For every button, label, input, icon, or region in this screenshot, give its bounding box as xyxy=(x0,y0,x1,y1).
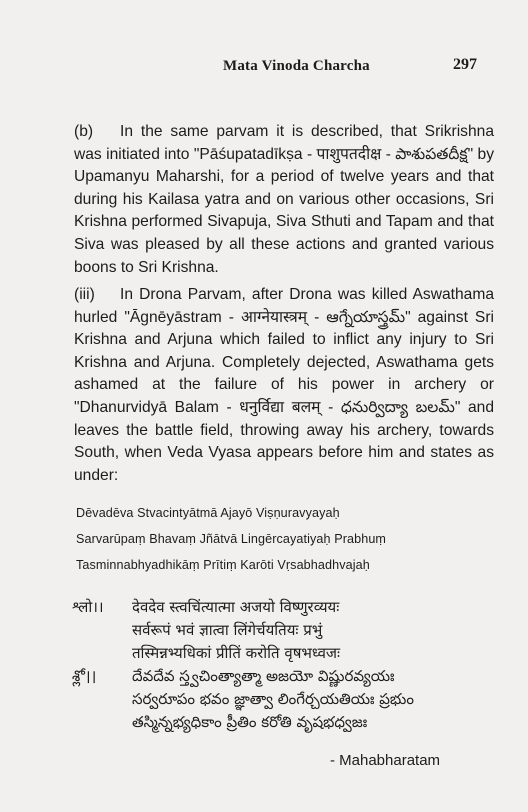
page-number: 297 xyxy=(453,56,477,73)
verse-scripts xyxy=(72,596,502,734)
sloka-mark: श्लो।। xyxy=(72,598,104,616)
sanskrit-line: सर्वरूपं भवं ज्ञात्वा लिंगेर्चयतियः प्रभुं xyxy=(132,621,323,639)
attribution: - Mahabharatam xyxy=(330,752,441,769)
running-header-title: Mata Vinoda Charcha xyxy=(223,58,370,74)
telugu-line: తస్మిన్నభ్యధికాం ప్రీతిం కరోతి వృషభధ్వజః xyxy=(132,713,368,731)
sanskrit-line: श्लो।। देवदेव स्त्वचिंत्यात्मा अजयो विष्णुरव्ययः xyxy=(72,596,502,619)
telugu-line: శ్లో।। దేవదేవ స్త్వచింత్యాత్మా అజయో విష్ణురవ్యయః xyxy=(72,665,502,688)
paragraph-iii xyxy=(74,284,494,487)
sloka-mark: శ్లో।। xyxy=(72,667,97,685)
transliteration-line: Sarvarūpaṃ Bhavaṃ Jñātvā Lingērcayatiyaḥ Prabhuṃ xyxy=(76,532,387,546)
paragraph-label: (iii) xyxy=(74,286,95,303)
paragraph-label: (b) xyxy=(74,123,94,140)
paragraph-b xyxy=(74,121,494,279)
paragraph-text: In the same parvam it is described, that Srikrishna was initiated into "Pāśupatadīkṣa - पाशुपतदीक्ष - పాశుపతదీక్ష" by Upamanyu Maharshi, for a period of twelve years and that during his Kailasa yatra and on various other occasions, Sri Krishna performed Sivapuja, Siva Sthuti and Tapam and that Siva was pleased by all these actions and granted various boons to Sri Krishna. xyxy=(74,123,494,276)
transliteration-line: Tasminnabhyadhikāṃ Prītiṃ Karōti Vṛsabhadhvajaḥ xyxy=(76,558,370,572)
paragraph-text: In Drona Parvam, after Drona was killed Aswathama hurled "Āgnēyāstram - आग्नेयास्त्रम् - ఆగ్నేయాస్త్రమ్" against Sri Krishna and Arjuna which failed to inflict any injury to Sri Krishna and Arjuna. Completely dejected, Aswathama gets ashamed at the failure of his power in archery or "Dhanurvidyā Balam - धनुर्विद्या बलम् - ధనుర్విద్యా బలమ్" and leaves the battle field, throwing away his archery, towards South, when Veda Vyasa appears before him and states as under: xyxy=(74,286,494,484)
telugu-line: సర్వరూపం భవం జ్ఞాత్వా లింగేర్చయతియః ప్రభుం xyxy=(132,690,414,708)
verse-transliteration xyxy=(76,500,496,578)
sanskrit-line: तस्मिन्नभ्यधिकां प्रीतिं करोति वृषभध्वजः xyxy=(132,644,341,662)
transliteration-line: Dēvadēva Stvacintyātmā Ajayō Viṣṇuravyayaḥ xyxy=(76,506,340,520)
